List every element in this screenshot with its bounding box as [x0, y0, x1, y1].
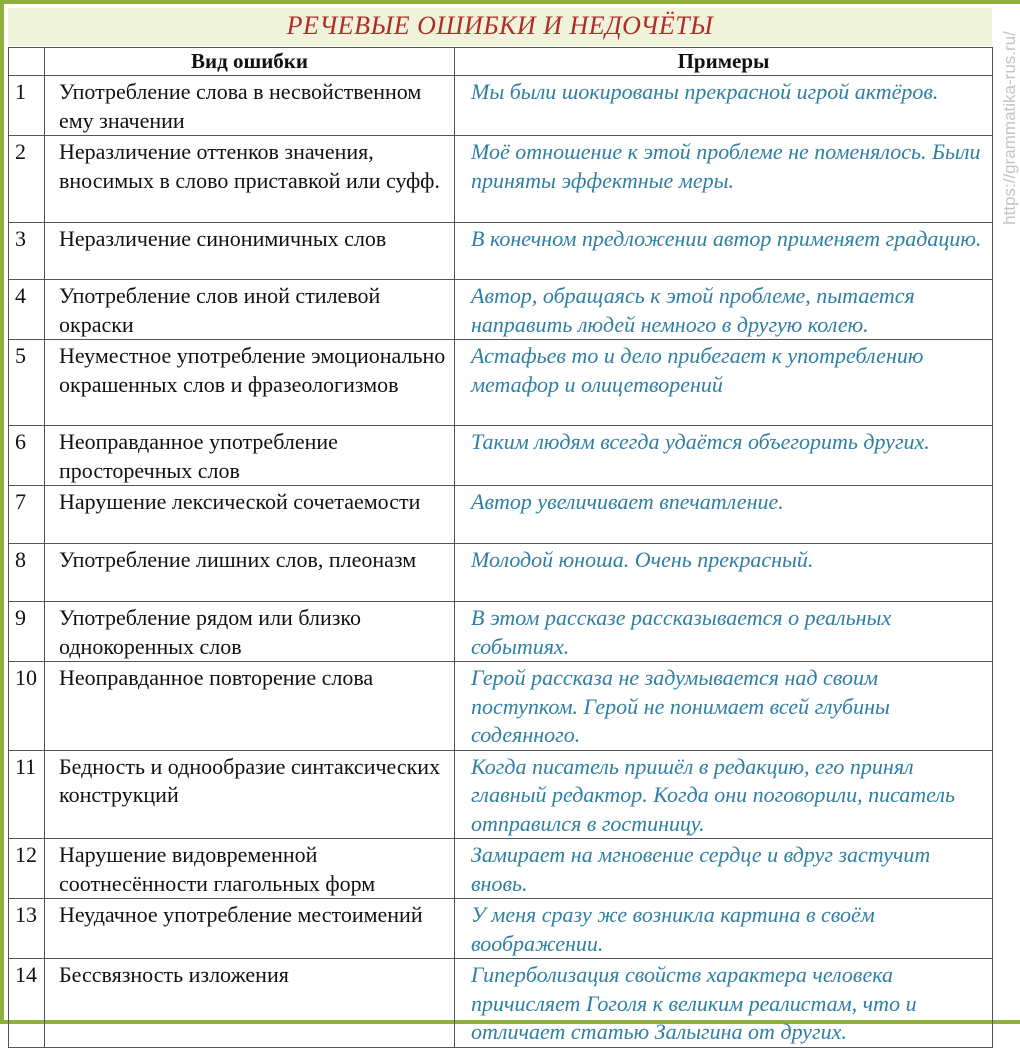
error-example: В этом рассказе рассказывается о реальных событиях.	[455, 602, 993, 662]
error-example: Астафьев то и дело прибегает к употреблению метафор и олицетворений	[455, 340, 993, 426]
title-banner	[8, 8, 992, 46]
row-number: 3	[9, 223, 45, 280]
row-number: 6	[9, 426, 45, 486]
row-number: 13	[9, 899, 45, 959]
error-example: У меня сразу же возникла картина в своём воображении.	[455, 899, 993, 959]
error-example: В конечном предложении автор применяет градацию.	[455, 223, 993, 280]
error-example: Молодой юноша. Очень прекрасный.	[455, 544, 993, 602]
error-type: Нарушение лексической сочетаемости	[45, 486, 455, 544]
table-row	[9, 839, 993, 899]
error-example: Мы были шокированы прекрасной игрой актёров.	[455, 76, 993, 136]
error-example: Моё отношение к этой проблеме не поменялось. Были приняты эффектные меры.	[455, 136, 993, 223]
table-row	[9, 662, 993, 751]
table-row	[9, 280, 993, 340]
table-header-row	[9, 48, 993, 76]
table-row	[9, 750, 993, 839]
error-type: Употребление рядом или близко однокоренных слов	[45, 602, 455, 662]
error-type: Неоправданное употребление просторечных слов	[45, 426, 455, 486]
table-row	[9, 959, 993, 1048]
table-row	[9, 76, 993, 136]
error-type: Употребление слов иной стилевой окраски	[45, 280, 455, 340]
page-title: РЕЧЕВЫЕ ОШИБКИ И НЕДОЧЁТЫ	[286, 11, 714, 40]
table-row	[9, 136, 993, 223]
error-type: Неоправданное повторение слова	[45, 662, 455, 751]
row-number: 2	[9, 136, 45, 223]
watermark	[996, 4, 1020, 254]
errors-table	[8, 47, 993, 1048]
table-row	[9, 602, 993, 662]
row-number: 10	[9, 662, 45, 751]
row-number: 1	[9, 76, 45, 136]
table-row	[9, 544, 993, 602]
error-example: Когда писатель пришёл в редакцию, его принял главный редактор. Когда они поговорили, писатель отправился в гостиницу.	[455, 750, 993, 839]
row-number: 4	[9, 280, 45, 340]
error-example: Автор, обращаясь к этой проблеме, пытается направить людей немного в другую колею.	[455, 280, 993, 340]
error-type: Употребление слова в несвойственном ему значении	[45, 76, 455, 136]
header-num	[9, 48, 45, 76]
row-number: 8	[9, 544, 45, 602]
error-type: Бессвязность изложения	[45, 959, 455, 1048]
table-row	[9, 486, 993, 544]
error-type: Неразличение синонимичных слов	[45, 223, 455, 280]
header-examples: Примеры	[455, 48, 993, 76]
error-type: Бедность и однообразие синтаксических конструкций	[45, 750, 455, 839]
error-type: Нарушение видовременной соотнесённости глагольных форм	[45, 839, 455, 899]
error-type: Употребление лишних слов, плеоназм	[45, 544, 455, 602]
error-example: Автор увеличивает впечатление.	[455, 486, 993, 544]
error-type: Неудачное употребление местоимений	[45, 899, 455, 959]
table-row	[9, 223, 993, 280]
error-type: Неразличение оттенков значения, вносимых в слово приставкой или суфф.	[45, 136, 455, 223]
table-row	[9, 899, 993, 959]
row-number: 9	[9, 602, 45, 662]
error-example: Герой рассказа не задумывается над своим поступком. Герой не понимает всей глубины содеянного.	[455, 662, 993, 751]
table-row	[9, 340, 993, 426]
header-error-type: Вид ошибки	[45, 48, 455, 76]
table-row	[9, 426, 993, 486]
row-number: 5	[9, 340, 45, 426]
row-number: 7	[9, 486, 45, 544]
row-number: 11	[9, 750, 45, 839]
error-example: Таким людям всегда удаётся объегорить других.	[455, 426, 993, 486]
error-type: Неуместное употребление эмоционально окрашенных слов и фразеологизмов	[45, 340, 455, 426]
error-example: Гиперболизация свойств характера человека причисляет Гоголя к великим реалистам, что и отличает статью Залыгина от других.	[455, 959, 993, 1048]
row-number: 14	[9, 959, 45, 1048]
watermark-text: https://grammatika-rus.ru/	[1000, 31, 1019, 225]
error-example: Замирает на мгновение сердце и вдруг застучит вновь.	[455, 839, 993, 899]
row-number: 12	[9, 839, 45, 899]
